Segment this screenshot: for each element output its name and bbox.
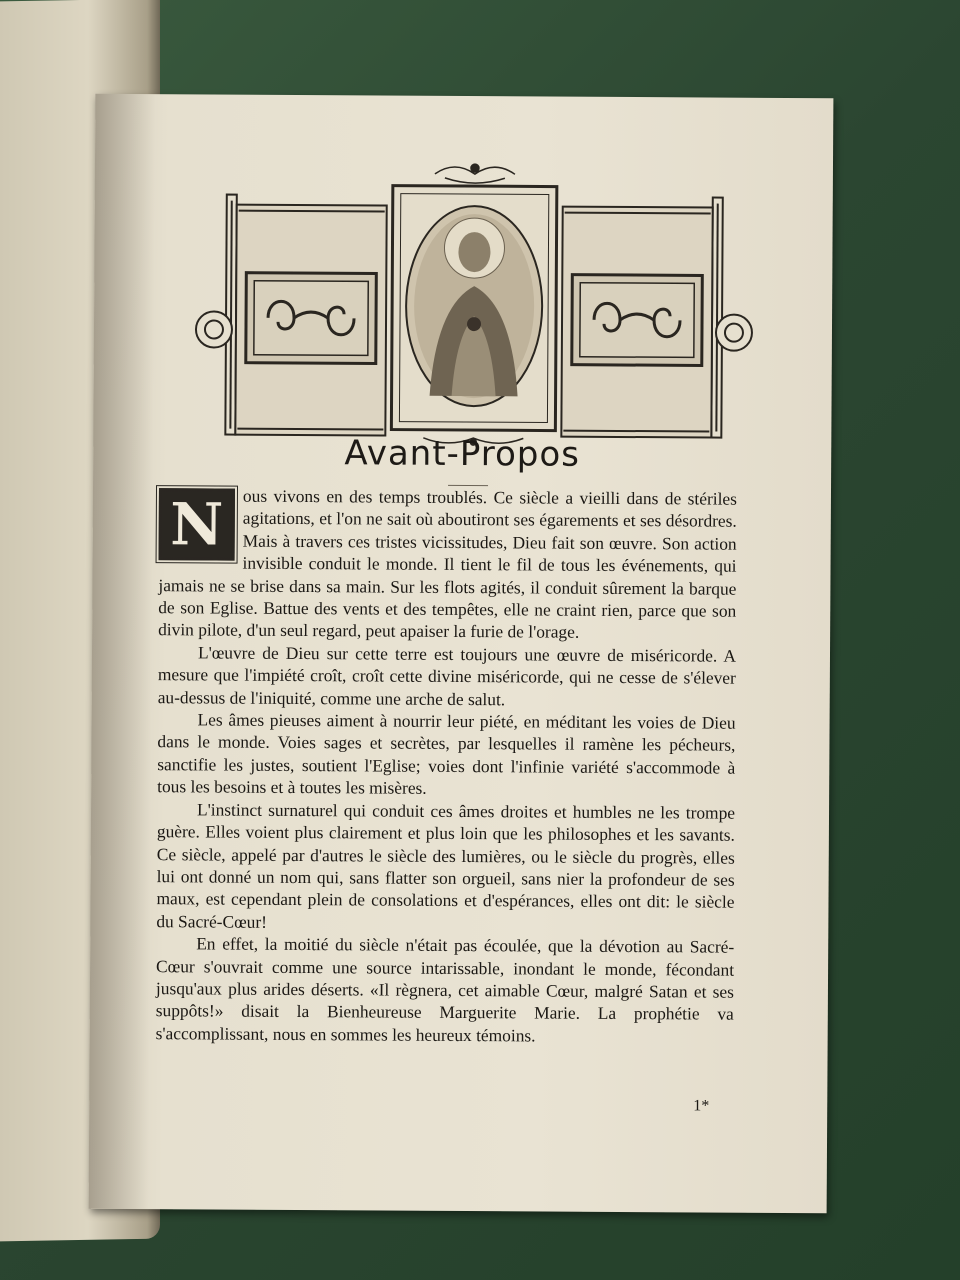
page-title: Avant-Propos [344,433,581,475]
body-text [156,484,737,1048]
book-page [89,94,834,1213]
paragraph: Les âmes pieuses aiment à nourrir leur piété, en méditant les voies de Dieu dans le monde. Voies sages et secrètes, par lesquelles il ramène les pécheurs, sanctifie les justes, soutient l'Eglise; voies dont l'infinie variété s'accommode à tous les besoins et à toutes les misères. [157,709,736,799]
page-gutter-shadow [89,94,156,1209]
page-signature: 1* [693,1097,710,1115]
paragraph-text: ous vivons en des temps troublés. Ce siècle a vieilli dans de stériles agitations, et l'on ne sait où aboutiront ses égarements et ses désordres. Mais à travers ces tristes vicissitudes, Dieu fait son œuvre. Son action invisible conduit le monde. Il tient le fil de tous les événements, qui jamais ne se brise dans sa main. Sur les flots agités, il conduit sûrement la barque de son Eglise. Battue des vents et des tempêtes, elle ne craint rien, parce que son divin pilote, d'un seul regard, peut apaiser la furie de l'orage. [158,485,738,643]
paragraph [158,484,737,644]
paragraph: En effet, la moitié du siècle n'était pas écoulée, que la dévotion au Sacré-Cœur s'ouvrait comme une source intarissable, inondant le monde, fécondant jusqu'aux plus arides déserts. «Il règnera, cet aimable Cœur, malgré Satan et ses suppôts!» disait la Bienheureuse Marguerite Marie. La prophétie va s'accomplissant, nous en sommes les heureux témoins. [155,933,735,1046]
paragraph: L'œuvre de Dieu sur cette terre est toujours une œuvre de miséricorde. A mesure que l'impiété croît, croît cette divine miséricorde, qui ne cesse de s'élever au-dessus de l'iniquité, comme une arche de salut. [157,642,737,709]
dropcap-initial: N [159,488,235,560]
paragraph: L'instinct surnaturel qui conduit ces âmes droites et humbles ne les trompe guère. Elles voient plus clairement et plus loin que les philosophes et les savants. Ce siècle, appelé par d'autres le siècle des lumières, ou le siècle du progrès, elles lui ont donné un nom qui, sans flatter son orgueil, sans nier la profondeur de ses maux, est cependant plein de consolations et d'espérances, elles ont dit: le siècle du Sacré-Cœur! [156,799,736,932]
header-ornament [193,154,755,447]
